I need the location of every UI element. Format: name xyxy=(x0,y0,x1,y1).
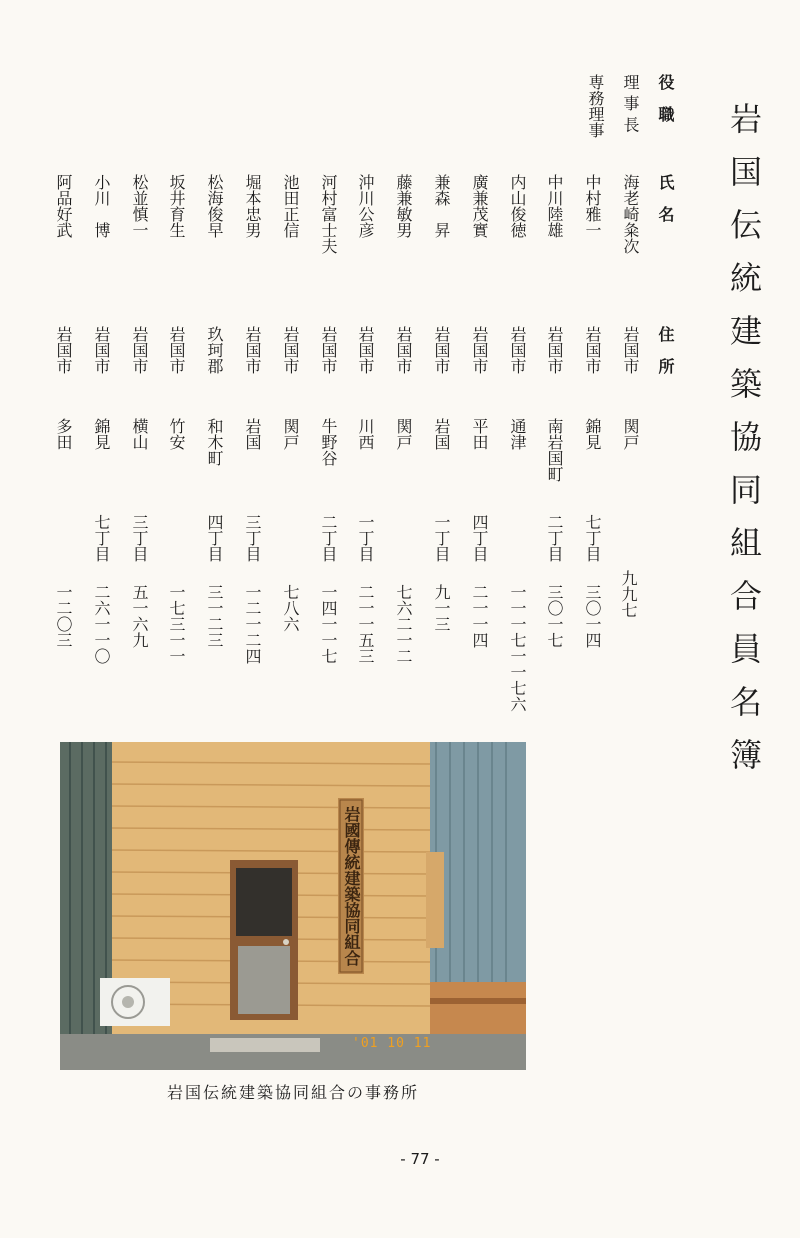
member-banchi: 七六二一二 xyxy=(394,584,413,664)
member-area: 関戸 xyxy=(394,418,413,450)
page-title: 岩国伝統建築協同組合員名簿 xyxy=(725,102,763,791)
member-city: 岩国市 xyxy=(319,326,338,374)
member-city: 岩国市 xyxy=(621,326,640,374)
member-city: 岩国市 xyxy=(130,326,149,374)
member-area: 岩国 xyxy=(243,418,262,450)
member-banchi: 一一一七一一七六 xyxy=(508,584,527,712)
member-area: 多田 xyxy=(54,418,73,450)
member-area: 横山 xyxy=(130,418,149,450)
member-area: 関戸 xyxy=(281,418,300,450)
header-yakushoku: 役 職 xyxy=(656,74,675,122)
member-city: 岩国市 xyxy=(545,326,564,374)
member-name: 坂井育生 xyxy=(167,174,186,238)
member-chome: 四丁目 xyxy=(205,514,224,562)
member-name: 廣兼茂實 xyxy=(470,174,489,238)
member-chome: 七丁目 xyxy=(92,514,111,562)
member-city: 岩国市 xyxy=(92,326,111,374)
member-city: 岩国市 xyxy=(243,326,262,374)
header-jusho: 住 所 xyxy=(656,326,675,374)
member-banchi: 二一一四 xyxy=(470,584,489,648)
member-chome: 一丁目 xyxy=(432,514,451,562)
member-name: 中川陸雄 xyxy=(545,174,564,238)
member-banchi: 二一一五三 xyxy=(356,584,375,664)
member-area: 和木町 xyxy=(205,418,224,466)
member-city: 玖珂郡 xyxy=(205,326,224,374)
member-city: 岩国市 xyxy=(356,326,375,374)
member-name: 河村富士夫 xyxy=(319,174,338,254)
member-chome: 三丁目 xyxy=(243,514,262,562)
member-city: 岩国市 xyxy=(432,326,451,374)
member-banchi: 一七三一一 xyxy=(167,584,186,664)
member-city: 岩国市 xyxy=(470,326,489,374)
member-banchi: 五一六九 xyxy=(130,584,149,648)
member-name: 中村雅一 xyxy=(583,174,602,238)
member-city: 岩国市 xyxy=(281,326,300,374)
member-chome: 七丁目 xyxy=(583,514,602,562)
member-area: 錦見 xyxy=(583,418,602,450)
member-name: 堀本忠男 xyxy=(243,174,262,238)
member-banchi: 三〇一七 xyxy=(545,584,564,648)
member-banchi: 七八六 xyxy=(281,584,300,632)
member-chome: 三丁目 xyxy=(130,514,149,562)
member-banchi: 九一三 xyxy=(432,584,451,632)
office-sign-text: 岩國傳統建築協同組合 xyxy=(342,806,361,966)
member-chome: 四丁目 xyxy=(470,514,489,562)
member-area: 川西 xyxy=(356,418,375,450)
member-chome: 二丁目 xyxy=(545,514,564,562)
member-city: 岩国市 xyxy=(167,326,186,374)
member-area: 南岩国町 xyxy=(545,418,564,482)
member-chome: 二丁目 xyxy=(319,514,338,562)
member-area: 通津 xyxy=(508,418,527,450)
member-banchi: 一二〇三 xyxy=(54,584,73,648)
member-area: 平田 xyxy=(470,418,489,450)
member-area: 関戸 xyxy=(621,418,640,450)
member-area: 牛野谷 xyxy=(319,418,338,466)
page-number: - 77 - xyxy=(400,1150,440,1168)
office-photo xyxy=(60,742,526,1070)
photo-caption: 岩国伝統建築協同組合の事務所 xyxy=(166,1083,419,1102)
member-name: 小川 博 xyxy=(92,174,111,238)
member-name: 内山俊徳 xyxy=(508,174,527,238)
member-city: 岩国市 xyxy=(583,326,602,374)
member-city: 岩国市 xyxy=(508,326,527,374)
member-banchi: 三〇一四 xyxy=(583,584,602,648)
member-extra: 九九七 xyxy=(619,570,638,618)
member-area: 錦見 xyxy=(92,418,111,450)
member-area: 竹安 xyxy=(167,418,186,450)
member-name: 松並慎一 xyxy=(130,174,149,238)
member-name: 沖川公彦 xyxy=(356,174,375,238)
member-name: 藤兼敏男 xyxy=(394,174,413,238)
photo-date-stamp: '01 10 11 xyxy=(352,1036,432,1051)
member-name: 海老崎粂次 xyxy=(621,174,640,254)
member-banchi: 三一二三 xyxy=(205,584,224,648)
member-name: 兼森 昇 xyxy=(432,174,451,238)
member-banchi: 二六一一〇 xyxy=(92,584,111,664)
member-area: 岩国 xyxy=(432,418,451,450)
member-chome: 一丁目 xyxy=(356,514,375,562)
header-shimei: 氏 名 xyxy=(656,174,675,222)
member-name: 松海俊早 xyxy=(205,174,224,238)
member-name: 池田正信 xyxy=(281,174,300,238)
member-banchi: 一二一二四 xyxy=(243,584,262,664)
member-banchi: 一四一一七 xyxy=(319,584,338,664)
member-city: 岩国市 xyxy=(54,326,73,374)
member-name: 阿品好武 xyxy=(54,174,73,238)
member-city: 岩国市 xyxy=(394,326,413,374)
